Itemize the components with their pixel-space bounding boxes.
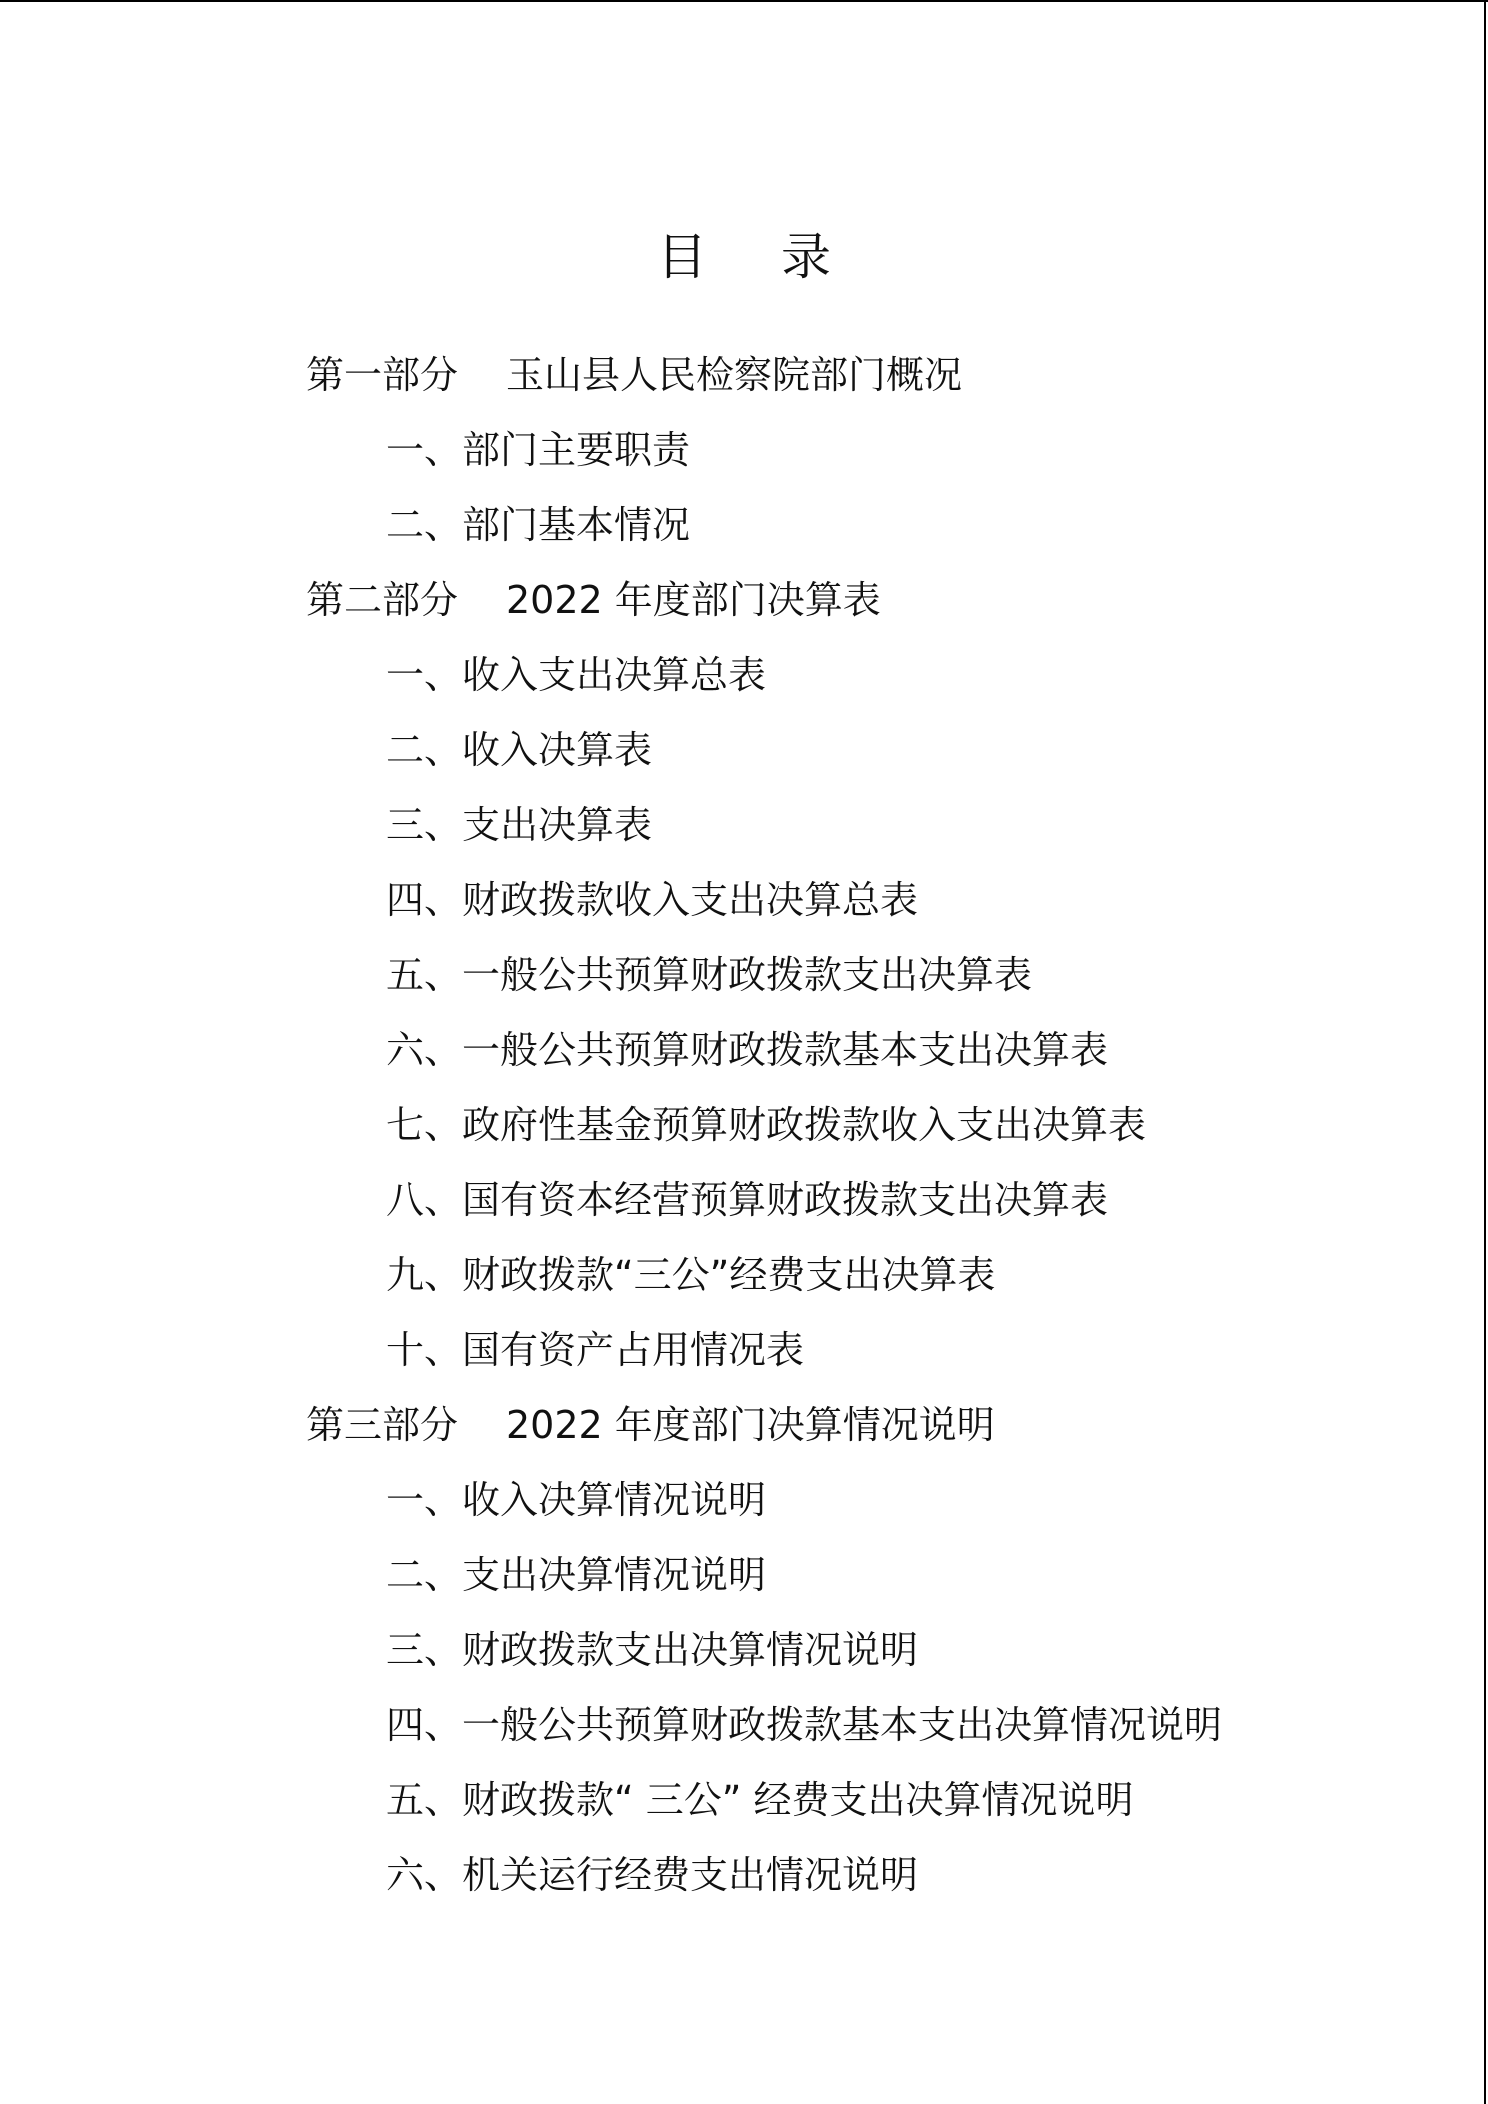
title-char-2: 录	[781, 227, 831, 286]
toc-item[interactable]: 十、国有资产占用情况表	[386, 1328, 805, 1372]
title-char-1: 目	[657, 227, 707, 286]
toc-item[interactable]: 五、财政拨款“ 三公” 经费支出决算情况说明	[386, 1778, 1134, 1822]
page-title	[0, 222, 1488, 292]
toc-part-title: 2022 年度部门决算情况说明	[506, 1403, 995, 1447]
toc-part-label: 第三部分	[306, 1403, 459, 1447]
toc-item[interactable]: 五、一般公共预算财政拨款支出决算表	[386, 953, 1033, 997]
toc-item[interactable]: 一、收入支出决算总表	[386, 653, 767, 697]
toc-item[interactable]: 四、财政拨款收入支出决算总表	[386, 878, 919, 922]
toc-part-label: 第二部分	[306, 578, 459, 622]
toc-item[interactable]: 九、财政拨款“三公”经费支出决算表	[386, 1253, 996, 1297]
toc-part-title: 玉山县人民检察院部门概况	[506, 353, 963, 397]
toc-item[interactable]: 四、一般公共预算财政拨款基本支出决算情况说明	[386, 1703, 1223, 1747]
page-border-top	[0, 0, 1488, 2]
toc-item[interactable]: 三、财政拨款支出决算情况说明	[386, 1628, 919, 1672]
toc-part[interactable]	[306, 563, 1222, 638]
toc-part[interactable]	[306, 1388, 1222, 1463]
toc-item[interactable]: 二、部门基本情况	[386, 503, 691, 547]
toc-item[interactable]: 二、收入决算表	[386, 728, 653, 772]
toc-item[interactable]: 八、国有资本经营预算财政拨款支出决算表	[386, 1178, 1109, 1222]
toc-item[interactable]: 二、支出决算情况说明	[386, 1553, 767, 1597]
toc-item[interactable]: 三、支出决算表	[386, 803, 653, 847]
toc-item[interactable]: 六、机关运行经费支出情况说明	[386, 1853, 919, 1897]
toc-item[interactable]: 六、一般公共预算财政拨款基本支出决算表	[386, 1028, 1109, 1072]
toc-item[interactable]: 一、收入决算情况说明	[386, 1478, 767, 1522]
toc-item[interactable]: 七、政府性基金预算财政拨款收入支出决算表	[386, 1103, 1147, 1147]
toc-item[interactable]: 一、部门主要职责	[386, 428, 691, 472]
toc-part-label: 第一部分	[306, 353, 459, 397]
page-border-right	[1484, 0, 1486, 2104]
toc-part-title: 2022 年度部门决算表	[506, 578, 881, 622]
toc-part[interactable]	[306, 338, 1222, 413]
table-of-contents	[306, 338, 1222, 1913]
